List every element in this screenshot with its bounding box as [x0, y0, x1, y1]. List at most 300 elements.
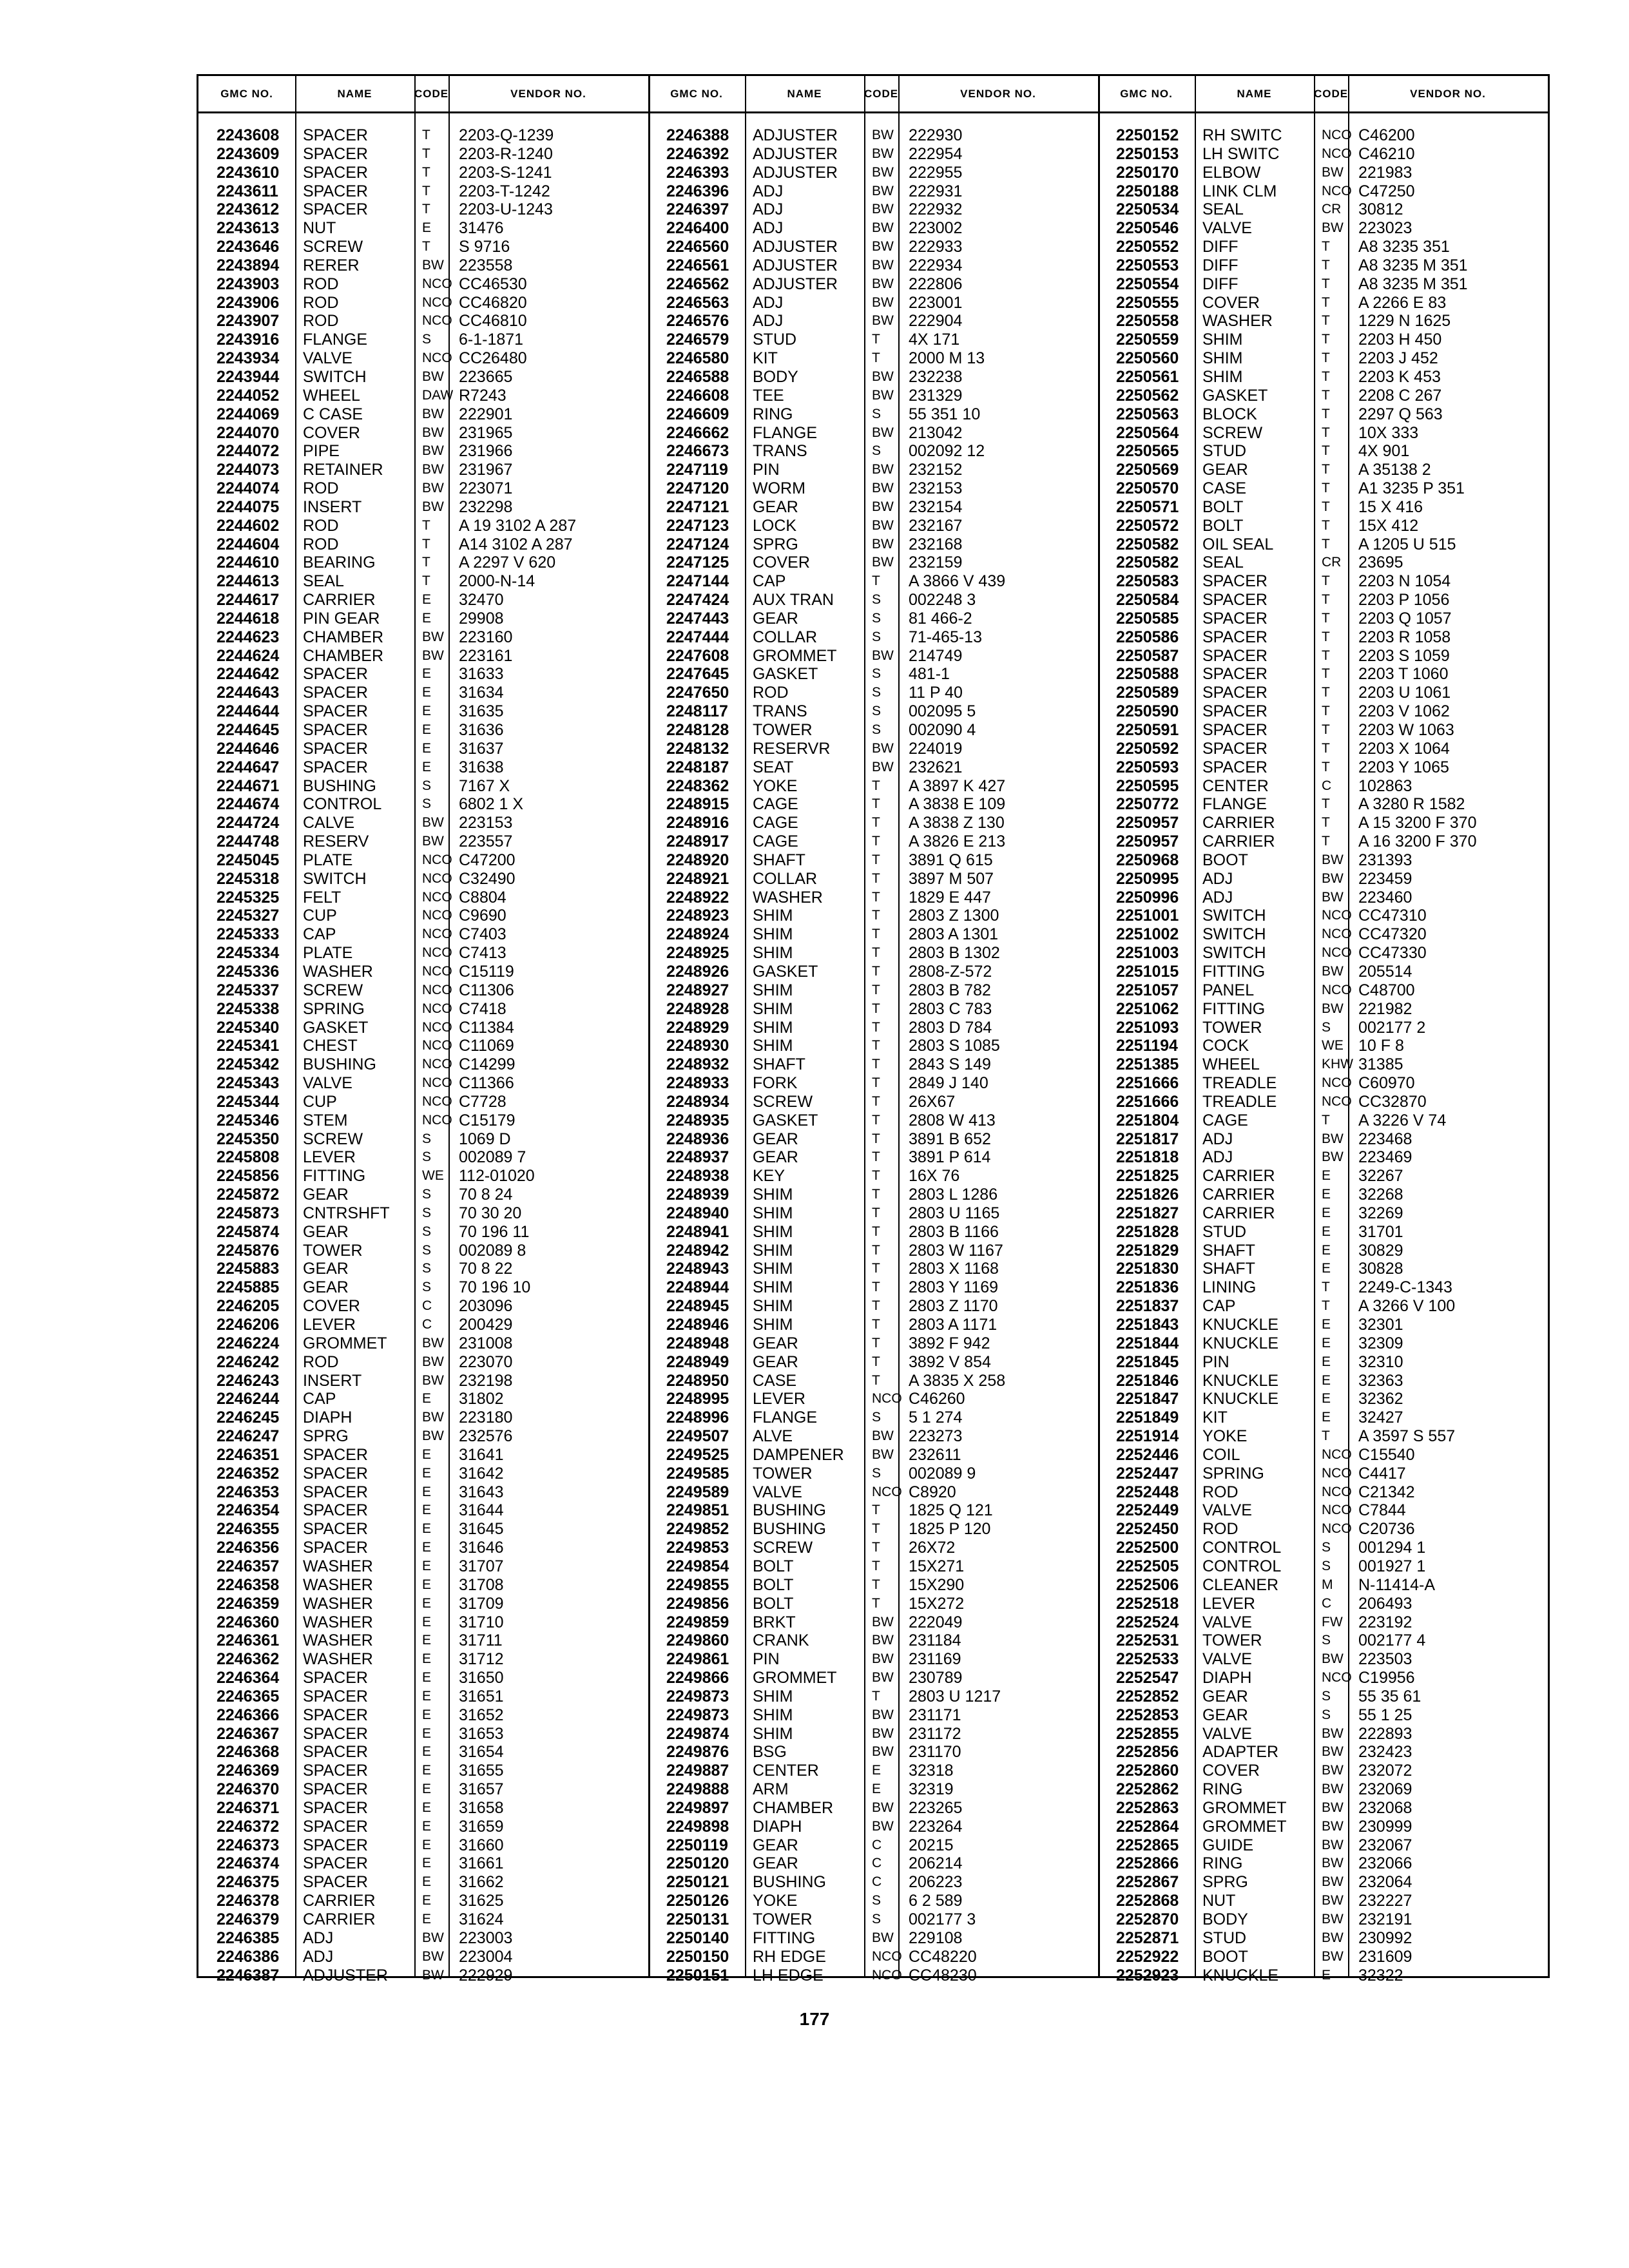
code: T: [422, 164, 430, 180]
gmc-no: 2243916: [217, 331, 280, 349]
table-row: [1098, 368, 1548, 387]
vendor-no: 70 30 20: [459, 1204, 522, 1222]
part-name: SPACER: [303, 1724, 368, 1743]
vendor-no: 31701: [1358, 1222, 1403, 1241]
part-name: KNUCKLE: [1202, 1334, 1279, 1352]
vendor-no: 6 2 589: [909, 1892, 963, 1910]
vendor-no: 222932: [909, 200, 963, 219]
part-name: COVER: [303, 423, 360, 442]
vendor-no: 206493: [1358, 1594, 1412, 1613]
gmc-header: GMC NO.: [1120, 88, 1173, 100]
vendor-no: A1 3235 P 351: [1358, 479, 1465, 498]
gmc-no: 2249507: [666, 1427, 729, 1446]
vendor-no: C7844: [1358, 1501, 1406, 1520]
vendor-no: 001927 1: [1358, 1557, 1426, 1575]
code: T: [1322, 276, 1330, 291]
code: C: [422, 1317, 432, 1332]
gmc-no: 2252450: [1116, 1520, 1179, 1539]
vendor-no: 29908: [459, 609, 504, 628]
part-name: CRANK: [753, 1631, 809, 1650]
gmc-no: 2244070: [217, 423, 280, 442]
gmc-no: 2245342: [217, 1055, 280, 1074]
vendor-no: 31633: [459, 665, 504, 684]
code: T: [872, 1057, 880, 1072]
part-name: BUSHING: [753, 1873, 826, 1892]
vendor-no: A14 3102 A 287: [459, 535, 573, 553]
part-name: SPACER: [303, 1501, 368, 1520]
table-row: [1098, 424, 1548, 443]
gmc-no: 2250584: [1116, 591, 1179, 610]
gmc-no: 2250592: [1116, 739, 1179, 758]
part-name: KNUCKLE: [1202, 1316, 1279, 1334]
code: E: [422, 1763, 432, 1778]
part-name: ROD: [303, 516, 339, 535]
gmc-no: 2252447: [1116, 1464, 1179, 1483]
code: T: [872, 852, 880, 867]
part-name: PANEL: [1202, 981, 1255, 999]
table-row: [1098, 684, 1548, 702]
code: T: [872, 1688, 880, 1704]
vendor-no: 222955: [909, 163, 963, 182]
vendor-no: C4417: [1358, 1464, 1406, 1483]
gmc-no: 2252531: [1116, 1631, 1179, 1650]
table-row: [648, 1037, 1098, 1055]
gmc-no: 2248996: [666, 1408, 729, 1427]
gmc-no: 2247444: [666, 628, 729, 646]
part-name: WASHER: [303, 1575, 373, 1594]
table-row: [648, 498, 1098, 517]
vendor-no: 2203 U 1061: [1358, 684, 1451, 702]
vendor-no: C60970: [1358, 1074, 1415, 1093]
table-row: [198, 963, 648, 981]
table-row: [648, 1167, 1098, 1186]
table-row: [648, 1390, 1098, 1408]
vendor-no: 232168: [909, 535, 963, 553]
part-name: SHIM: [753, 944, 793, 963]
gmc-no: 2246385: [217, 1928, 280, 1947]
part-name: STUD: [1202, 1222, 1247, 1241]
part-name: VALVE: [1202, 1613, 1252, 1631]
gmc-no: 2246362: [217, 1650, 280, 1669]
gmc-no: 2246373: [217, 1836, 280, 1854]
part-name: SCREW: [303, 1129, 363, 1148]
vendor-no: 232066: [1358, 1854, 1412, 1873]
part-name: BOLT: [753, 1557, 794, 1575]
part-name: FITTING: [1202, 962, 1266, 981]
vendor-no: 32322: [1358, 1966, 1403, 1984]
table-row: [1098, 1167, 1548, 1186]
code: BW: [872, 146, 894, 161]
part-name: SPACER: [1202, 721, 1268, 739]
gmc-no: 2243934: [217, 349, 280, 368]
table-row: [198, 1854, 648, 1873]
vendor-no: 32363: [1358, 1371, 1403, 1390]
part-name: WASHER: [753, 888, 823, 907]
table-row: [1098, 405, 1548, 424]
vendor-no: A 3835 X 258: [909, 1371, 1006, 1390]
gmc-no: 2246386: [217, 1947, 280, 1966]
vendor-no: 231184: [909, 1631, 961, 1650]
code: CR: [1322, 555, 1342, 570]
code: T: [872, 982, 880, 997]
vendor-no: 2203 H 450: [1358, 331, 1442, 349]
code: E: [1322, 1224, 1331, 1239]
code: BW: [1322, 1149, 1344, 1165]
code: T: [422, 128, 430, 142]
gmc-no: 2243894: [217, 256, 280, 274]
table-row: [1098, 814, 1548, 832]
table-row: [1098, 294, 1548, 312]
vendor-no: A8 3235 M 351: [1358, 274, 1468, 293]
part-name: WASHER: [1202, 312, 1273, 331]
gmc-no: 2245318: [217, 869, 280, 888]
code: T: [1322, 481, 1330, 496]
vendor-no: 206223: [909, 1873, 963, 1892]
vendor-no: 31652: [459, 1706, 504, 1724]
part-name: CASE: [1202, 479, 1247, 498]
part-name: ADJ: [753, 293, 784, 312]
code: C: [872, 1837, 882, 1852]
table-row: [198, 1669, 648, 1687]
part-name: BUSHING: [753, 1501, 826, 1520]
part-name: SPACER: [303, 1817, 368, 1836]
gmc-no: 2250590: [1116, 702, 1179, 721]
part-name: ADJUSTER: [303, 1966, 388, 1984]
code: T: [872, 889, 880, 905]
gmc-no: 2251057: [1116, 981, 1179, 999]
vendor-no: C7418: [459, 999, 506, 1018]
vendor-no: 2803 Z 1170: [909, 1297, 998, 1316]
part-name: DIAPH: [1202, 1669, 1252, 1687]
gmc-no: 2245808: [217, 1148, 280, 1167]
table-row: [648, 1948, 1098, 1966]
table-row: [198, 610, 648, 628]
vendor-no: 1229 N 1625: [1358, 312, 1451, 331]
part-name: SPRING: [303, 999, 365, 1018]
table-row: [198, 1743, 648, 1762]
code: T: [1322, 740, 1330, 756]
table-row: [1098, 1148, 1548, 1167]
table-row: [648, 1465, 1098, 1483]
table-row: [648, 814, 1098, 832]
parts-table: [197, 74, 1550, 1984]
gmc-no: 2252864: [1116, 1817, 1179, 1836]
table-row: [648, 1687, 1098, 1706]
part-name: COVER: [1202, 1762, 1260, 1780]
gmc-no: 2248362: [666, 776, 729, 795]
part-name: SPACER: [1202, 684, 1268, 702]
vendor-no: 223460: [1358, 888, 1412, 907]
gmc-no: 2248995: [666, 1390, 729, 1408]
table-row: [1098, 535, 1548, 554]
code: NCO: [422, 1075, 452, 1091]
gmc-no: 2244617: [217, 591, 280, 610]
gmc-no: 2244602: [217, 516, 280, 535]
gmc-no: 2246365: [217, 1687, 280, 1706]
part-name: PIN: [1202, 1352, 1229, 1371]
gmc-no: 2248942: [666, 1241, 729, 1260]
part-name: SHIM: [753, 1706, 793, 1724]
code: T: [1322, 257, 1330, 273]
code: BW: [1322, 1744, 1344, 1760]
gmc-no: 2246562: [666, 274, 729, 293]
code: S: [422, 1224, 432, 1239]
gmc-no: 2248920: [666, 850, 729, 869]
table-row: [198, 814, 648, 832]
gmc-no: 2247650: [666, 684, 729, 702]
gmc-no: 2244646: [217, 739, 280, 758]
part-name: STUD: [1202, 1928, 1247, 1947]
part-name: CUP: [303, 907, 337, 925]
vendor-no: 31707: [459, 1557, 504, 1575]
code: T: [422, 146, 430, 161]
part-name: SPACER: [303, 163, 368, 182]
part-name: SPACER: [303, 1520, 368, 1539]
code: BW: [1322, 1818, 1344, 1834]
code: E: [422, 1614, 432, 1629]
vendor-no: 224019: [909, 739, 963, 758]
code: BW: [422, 1930, 444, 1945]
table-row: [198, 684, 648, 702]
table-row: [1098, 1483, 1548, 1502]
code: BW: [422, 815, 444, 831]
part-name: DIAPH: [303, 1408, 352, 1427]
gmc-no: 2246375: [217, 1873, 280, 1892]
code: NCO: [1322, 908, 1352, 923]
table-row: [648, 1836, 1098, 1855]
table-row: [1098, 963, 1548, 981]
code: S: [872, 685, 882, 700]
code: T: [872, 1335, 880, 1350]
part-name: SPACER: [303, 1483, 368, 1501]
table-row: [648, 553, 1098, 572]
part-name: GEAR: [753, 609, 798, 628]
code: T: [1322, 443, 1330, 459]
code: C: [422, 1298, 432, 1314]
gmc-no: 2246662: [666, 423, 729, 442]
gmc-no: 2248929: [666, 1018, 729, 1037]
part-name: SPRING: [1202, 1464, 1264, 1483]
vendor-no: 223468: [1358, 1129, 1412, 1148]
table-row: [1098, 1408, 1548, 1427]
vendor-no: 7167 X: [459, 776, 510, 795]
gmc-no: 2247144: [666, 572, 729, 591]
table-row: [1098, 1966, 1548, 1985]
table-row: [198, 944, 648, 963]
vendor-no: 31709: [459, 1594, 504, 1613]
code: T: [872, 1019, 880, 1035]
gmc-no: 2251843: [1116, 1316, 1179, 1334]
gmc-no: 2250559: [1116, 331, 1179, 349]
vendor-no: A 3826 E 213: [909, 832, 1006, 851]
vendor-no: 231329: [909, 386, 963, 405]
part-name: SPACER: [303, 1445, 368, 1464]
table-row: [1098, 498, 1548, 517]
table-row: [648, 591, 1098, 610]
gmc-no: 2243611: [217, 182, 278, 200]
part-name: COCK: [1202, 1037, 1249, 1055]
gmc-no: 2245883: [217, 1260, 280, 1278]
code: E: [422, 1521, 432, 1537]
gmc-no: 2245333: [217, 925, 280, 944]
table-row: [1098, 331, 1548, 349]
table-row: [198, 294, 648, 312]
code: S: [422, 796, 432, 812]
table-row: [648, 1111, 1098, 1130]
gmc-no: 2252863: [1116, 1798, 1179, 1817]
code: E: [422, 685, 432, 700]
vendor-no: 223001: [909, 293, 963, 312]
table-row: [1098, 1818, 1548, 1836]
gmc-no: 2252862: [1116, 1780, 1179, 1799]
code: T: [872, 870, 880, 886]
part-name: CONTROL: [303, 795, 382, 814]
vendor-no: C8920: [909, 1483, 956, 1501]
gmc-no: 2244623: [217, 628, 280, 646]
table-row: [198, 1725, 648, 1744]
vendor-no: 231169: [909, 1650, 961, 1669]
table-row: [648, 1260, 1098, 1278]
table-row: [648, 572, 1098, 591]
part-name: SPACER: [303, 182, 368, 200]
part-name: TOWER: [753, 721, 813, 739]
vendor-no: C11384: [459, 1018, 514, 1037]
vendor-no: 2803 B 1302: [909, 944, 1000, 963]
code: T: [1322, 815, 1330, 831]
table-row: [1098, 1557, 1548, 1576]
table-row: [648, 665, 1098, 684]
code: T: [872, 1112, 880, 1128]
table-row: [648, 1427, 1098, 1446]
vendor-no: 55 1 25: [1358, 1706, 1412, 1724]
code: T: [872, 963, 880, 979]
code: BW: [422, 834, 444, 849]
gmc-no: 2246359: [217, 1594, 280, 1613]
code: S: [872, 704, 882, 719]
vendor-no: 2803 Z 1300: [909, 907, 999, 925]
gmc-no: 2250553: [1116, 256, 1179, 274]
gmc-no: 2245327: [217, 907, 280, 925]
gmc-no: 2251666: [1116, 1074, 1179, 1093]
table-row: [198, 1019, 648, 1037]
part-name: FITTING: [1202, 999, 1266, 1018]
table-row: [1098, 1316, 1548, 1334]
part-name: ADJ: [753, 200, 784, 219]
table-row: [648, 777, 1098, 796]
table-row: [198, 1948, 648, 1966]
table-row: [1098, 1910, 1548, 1929]
vendor-no: 231609: [1358, 1947, 1412, 1966]
code: T: [1322, 462, 1330, 477]
part-name: BOOT: [1202, 850, 1248, 869]
gmc-no: 2250121: [666, 1873, 729, 1892]
table-row: [198, 1595, 648, 1613]
code: BW: [872, 164, 894, 180]
code: T: [872, 1168, 880, 1184]
gmc-no: 2250561: [1116, 367, 1179, 386]
vendor-no: CC47310: [1358, 907, 1427, 925]
vendor-no: CC48220: [909, 1947, 977, 1966]
name-header: NAME: [337, 88, 372, 100]
part-name: LEVER: [1202, 1594, 1255, 1613]
code: BW: [422, 425, 444, 440]
gmc-header: GMC NO.: [670, 88, 723, 100]
table-row: [648, 331, 1098, 349]
code: NCO: [1322, 1465, 1352, 1481]
table-row: [648, 1074, 1098, 1093]
table-row: [648, 1148, 1098, 1167]
table-row: [648, 368, 1098, 387]
gmc-no: 2250957: [1116, 832, 1179, 851]
vendor-no: 002177 2: [1358, 1018, 1426, 1037]
code: T: [872, 573, 880, 589]
table-row: [198, 1242, 648, 1260]
table-row: [1098, 610, 1548, 628]
code: E: [422, 1800, 432, 1815]
part-name: FLANGE: [753, 1408, 818, 1427]
part-name: ALVE: [753, 1427, 793, 1446]
part-name: SEAL: [1202, 553, 1244, 572]
part-name: SPACER: [303, 1743, 368, 1762]
vendor-no: 5 1 274: [909, 1408, 963, 1427]
gmc-no: 2245885: [217, 1278, 280, 1297]
vendor-no: N-11414-A: [1358, 1575, 1436, 1594]
part-name: SPACER: [303, 1780, 368, 1799]
vendor-no: CC46810: [459, 312, 527, 331]
vendor-no: 002095 5: [909, 702, 976, 721]
table-row: [1098, 312, 1548, 331]
code: NCO: [422, 982, 452, 997]
table-row: [198, 1260, 648, 1278]
code: T: [872, 1280, 880, 1295]
part-name: WASHER: [303, 1650, 373, 1669]
code: T: [1322, 351, 1330, 366]
table-row: [648, 1854, 1098, 1873]
code: DAW: [422, 387, 454, 403]
vendor-no: 2803 B 1166: [909, 1222, 999, 1241]
gmc-no: 2245045: [217, 850, 280, 869]
part-name: ADJ: [753, 219, 784, 238]
gmc-no: 2248915: [666, 795, 729, 814]
vendor-no: C9690: [459, 907, 506, 925]
gmc-no: 2249860: [666, 1631, 729, 1650]
code: T: [872, 796, 880, 812]
vendor-no: 3897 M 507: [909, 869, 994, 888]
gmc-no: 2243613: [217, 219, 280, 238]
gmc-no: 2248934: [666, 1092, 729, 1111]
part-name: SPACER: [303, 1798, 368, 1817]
gmc-no: 2252867: [1116, 1873, 1179, 1892]
code: E: [422, 722, 432, 737]
gmc-no: 2250563: [1116, 405, 1179, 423]
table-row: [1098, 479, 1548, 498]
part-name: SPACER: [303, 665, 368, 684]
vendor-no: C21342: [1358, 1483, 1415, 1501]
part-name: SPACER: [1202, 591, 1268, 610]
vendor-no: 222806: [909, 274, 963, 293]
table-row: [198, 126, 648, 145]
code: T: [872, 1577, 880, 1592]
table-row: [1098, 1929, 1548, 1948]
gmc-no: 2248930: [666, 1037, 729, 1055]
part-name: SPACER: [303, 739, 368, 758]
code: T: [1322, 387, 1330, 403]
part-name: RESERV: [303, 832, 369, 851]
code: T: [1322, 722, 1330, 737]
gmc-no: 2251837: [1116, 1297, 1179, 1316]
code: BW: [1322, 164, 1344, 180]
gmc-no: 2244647: [217, 758, 280, 776]
